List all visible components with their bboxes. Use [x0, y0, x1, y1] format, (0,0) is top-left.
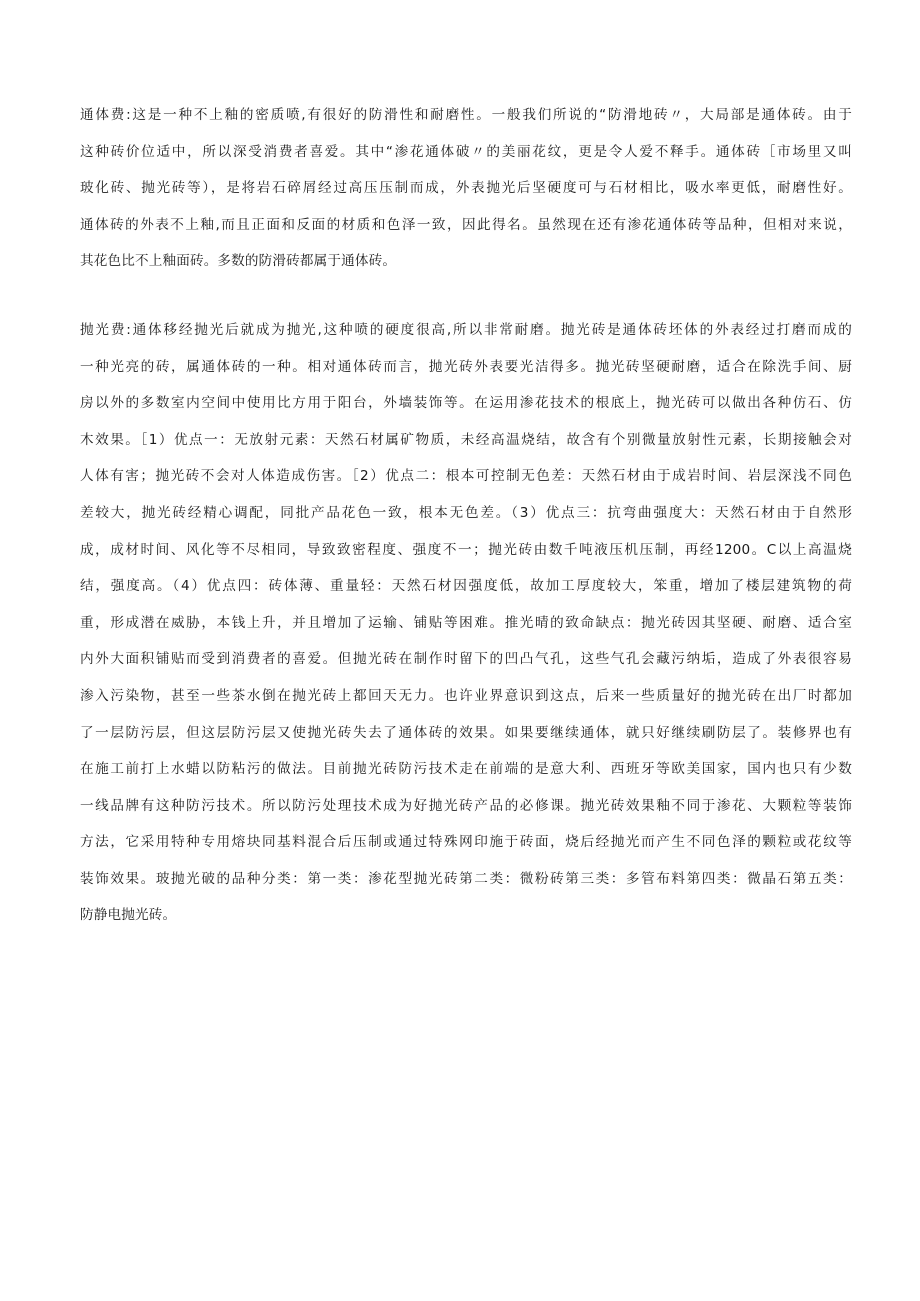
text-line: 一种光亮的砖，属通体砖的一种。相对通体砖而言，抛光砖外表要光洁得多。抛光砖坚硬耐磨，适合在除洗手间、厨 — [80, 358, 852, 375]
text-line: 木效果。［1）优点一：无放射元素：天然石材属矿物质，未经高温烧结，故含有个别微量放射性元素，长期接触会对 — [80, 431, 852, 448]
text-line: 在施工前打上水蜡以防粘污的做法。目前抛光砖防污技术走在前端的是意大利、西班牙等欧美国家，国内也只有少数 — [80, 761, 852, 778]
text-line: 人体有害；抛光砖不会对人体造成伤害。［2）优点二：根本可控制无色差：天然石材由于成岩时间、岩层深浅不同色 — [80, 468, 852, 485]
text-line: 通体砖的外表不上釉,而且正面和反面的材质和色泽一致，因此得名。虽然现在还有渗花通体砖等品种，但相对来说， — [80, 216, 852, 233]
text-line: 房以外的多数室内空间中使用比方用于阳台，外墙装饰等。在运用渗花技术的根底上，抛光砖可以做出各种仿石、仿 — [80, 395, 852, 412]
text-line: 成，成材时间、风化等不尽相同，导致致密程度、强度不一；抛光砖由数千吨液压机压制，再经1200。C以上高温烧 — [80, 541, 852, 558]
paragraph-polished-brick — [80, 312, 852, 934]
paragraph-gap — [80, 280, 852, 312]
text-line: 结，强度高。（4）优点四：砖体薄、重量轻：天然石材因强度低，故加工厚度较大，笨重，增加了楼层建筑物的荷 — [80, 578, 852, 595]
text-line: 渗入污染物，甚至一些茶水倒在抛光砖上都回天无力。也许业界意识到这点，后来一些质量好的抛光砖在出厂时都加 — [80, 687, 852, 704]
text-line: 了一层防污层，但这层防污层又使抛光砖失去了通体砖的效果。如果要继续通体，就只好继续刷防层了。装修界也有 — [80, 724, 852, 741]
paragraph-tongti-brick — [80, 97, 852, 280]
text-line: 方法，它采用特种专用熔块同基料混合后压制或通过特殊网印施于砖面，烧后经抛光而产生不同色泽的颗粒或花纹等 — [80, 834, 852, 851]
text-line: 通体费:这是一种不上釉的密质喷,有很好的防滑性和耐磨性。一般我们所说的“防滑地砖〃，大局部是通体砖。由于 — [80, 107, 852, 123]
text-line: 重，形成潜在威胁，本钱上升，并且增加了运输、铺贴等困难。推光晴的致命缺点：抛光砖因其坚硬、耐磨、适合室 — [80, 614, 852, 631]
text-line: 这种砖价位适中，所以深受消费者喜爱。其中“渗花通体破〃的美丽花纹，更是令人爱不释手。通体砖［市场里又叫 — [80, 143, 852, 160]
text-line: 装饰效果。玻抛光破的品种分类：第一类：渗花型抛光砖第二类：微粉砖第三类：多管布料第四类：微晶石第五类： — [80, 870, 852, 887]
text-line: 内外大面积铺贴而受到消费者的喜爱。但抛光砖在制作时留下的凹凸气孔，这些气孔会藏污纳垢，造成了外表很容易 — [80, 651, 852, 668]
text-line: 一线品牌有这种防污技术。所以防污处理技术成为好抛光砖产品的必修课。抛光砖效果釉不同于渗花、大颗粒等装饰 — [80, 797, 852, 814]
text-line: 抛光费:通体移经抛光后就成为抛光,这种喷的硬度很高,所以非常耐磨。抛光砖是通体砖坯体的外表经过打磨而成的 — [80, 321, 852, 338]
text-line: 其花色比不上釉面砖。多数的防滑砖都属于通体砖。 — [80, 253, 397, 270]
text-line: 防静电抛光砖。 — [80, 907, 177, 924]
text-line: 玻化砖、抛光砖等），是将岩石碎屑经过高压压制而成，外表抛光后坚硬度可与石材相比，吸水率更低，耐磨性好。 — [80, 180, 852, 197]
document-page — [80, 97, 852, 934]
text-line: 差较大，抛光砖经精心调配，同批产品花色一致，根本无色差。（3）优点三：抗弯曲强度大：天然石材由于自然形 — [80, 504, 852, 521]
